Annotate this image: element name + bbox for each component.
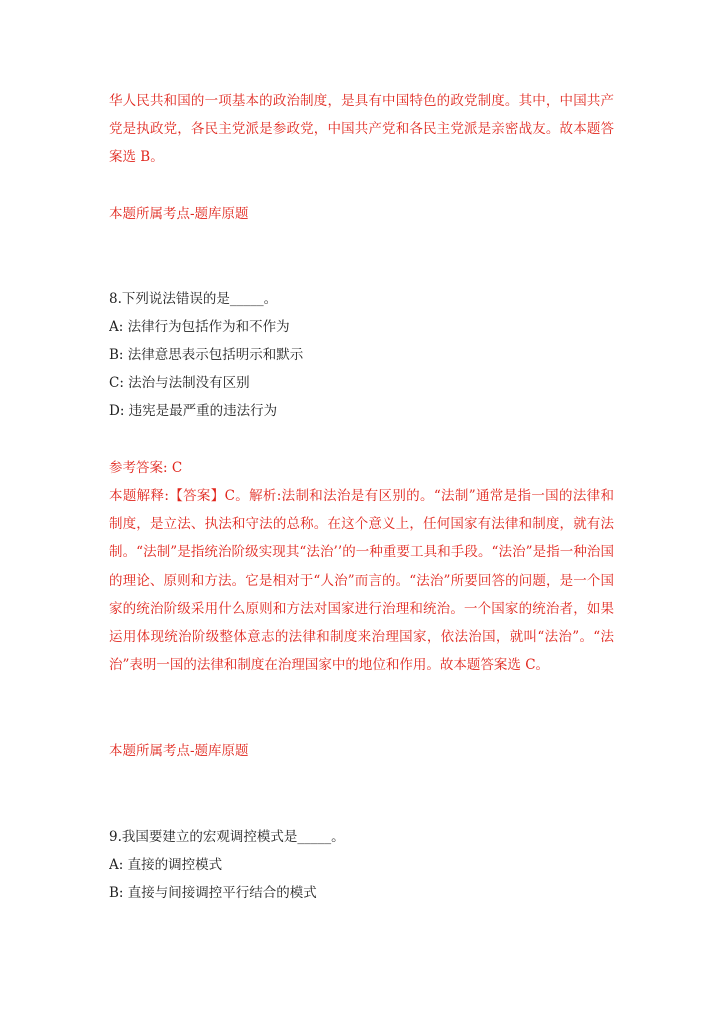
question-8-source-label: 本题所属考点-题库原题 [109, 743, 249, 759]
question-8-answer: 参考答案: C [109, 460, 183, 476]
question-9-option-b: B: 直接与间接调控平行结合的模式 [109, 885, 317, 901]
prev-explanation-text: 华人民共和国的一项基本的政治制度，是具有中国特色的政党制度。其中，中国共产党是执政党，各民主党派是参政党，中国共产党和各民主党派是亲密战友。故本题答案选 B。 [109, 93, 614, 166]
question-8-option-b: B: 法律意思表示包括明示和默示 [109, 347, 304, 363]
question-9-option-a: A: 直接的调控模式 [109, 857, 223, 873]
question-8-option-a: A: 法律行为包括作为和不作为 [109, 319, 290, 335]
question-8-option-d: D: 违宪是最严重的违法行为 [109, 403, 278, 419]
question-8-explanation: 本题解释:【答案】C。解析:法制和法治是有区别的。“法制”通常是指一国的法律和制度，是立法、执法和守法的总称。在这个意义上，任何国家有法律和制度，就有法制。“法制”是指统治阶级实现其“法治’’的一种重要工具和手段。“法治”是指一种治国的理论、原则和方法。它是相对于“人治”而言的。“法治”所要回答的问题，是一个国家的统治阶级采用什么原则和方法对国家进行治理和统治。一个国家的统治者，如果运用体现统治阶级整体意志的法律和制度来治理国家，依法治国，就叫“法治”。“法治”表明一国的法律和制度在治理国家中的地位和作用。故本题答案选 C。 [109, 488, 614, 674]
question-9-stem: 9.我国要建立的宏观调控模式是_____。 [109, 829, 345, 845]
question-8-option-c: C: 法治与法制没有区别 [109, 375, 250, 391]
prev-source-label: 本题所属考点-题库原题 [109, 206, 249, 222]
question-8-stem: 8.下列说法错误的是_____。 [109, 291, 278, 307]
